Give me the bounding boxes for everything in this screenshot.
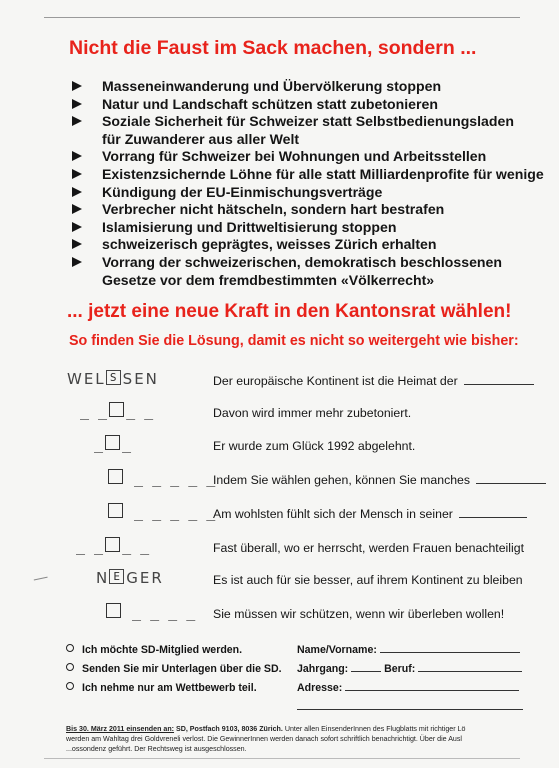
triangle-bullet-icon bbox=[72, 222, 82, 232]
puzzle-clue: Es ist auch für sie besser, auf ihrem Kontinent zu bleiben bbox=[213, 573, 523, 587]
triangle-bullet-icon bbox=[72, 257, 82, 267]
radio-circle-icon[interactable] bbox=[66, 644, 74, 652]
demands-list bbox=[72, 78, 559, 289]
option-member[interactable]: Ich möchte SD-Mitglied werden. bbox=[66, 641, 282, 660]
puzzle-clue: Indem Sie wählen gehen, können Sie manches bbox=[213, 473, 546, 487]
puzzle-row bbox=[0, 402, 559, 428]
list-item: Vorrang der schweizerischen, demokratisch beschlossenen bbox=[72, 254, 559, 272]
name-line[interactable] bbox=[380, 643, 520, 653]
answer-word[interactable]: _ _ _ _ bbox=[76, 537, 150, 555]
letter-checkbox[interactable] bbox=[105, 537, 120, 552]
letter-checkbox[interactable] bbox=[105, 435, 120, 450]
puzzle-clue: Er wurde zum Glück 1992 abgelehnt. bbox=[213, 439, 416, 453]
address-line[interactable] bbox=[345, 681, 519, 691]
puzzle-row bbox=[0, 370, 559, 396]
triangle-bullet-icon bbox=[72, 151, 82, 161]
list-item: Kündigung der EU-Einmischungsverträge bbox=[72, 184, 559, 202]
puzzle-clue: Der europäische Kontinent ist die Heimat der bbox=[213, 374, 534, 388]
puzzle-row bbox=[0, 435, 559, 461]
secondary-headline: ... jetzt eine neue Kraft in den Kantonsrat wählen! bbox=[67, 301, 512, 322]
puzzle-clue: Fast überall, wo er herrscht, werden Frauen benachteiligt bbox=[213, 541, 524, 555]
triangle-bullet-icon bbox=[72, 81, 82, 91]
contact-form bbox=[297, 641, 523, 717]
option-contest-only[interactable]: Ich nehme nur am Wettbewerb teil. bbox=[66, 679, 282, 698]
answer-word[interactable]: _ _ _ _ bbox=[80, 402, 154, 420]
list-item: Natur und Landschaft schützen statt zubetonieren bbox=[72, 96, 559, 114]
page-title: Nicht die Faust im Sack machen, sondern ... bbox=[69, 37, 477, 59]
puzzle-row bbox=[0, 537, 559, 563]
list-item-continuation: Gesetze vor dem fremdbestimmten «Völkerrecht» bbox=[102, 271, 435, 288]
list-item: schweizerisch geprägtes, weisses Zürich erhalten bbox=[72, 236, 559, 254]
address-field-2[interactable] bbox=[297, 698, 523, 717]
letter-checkbox[interactable] bbox=[108, 469, 123, 484]
option-documents[interactable]: Senden Sie mir Unterlagen über die SD. bbox=[66, 660, 282, 679]
answer-word[interactable]: _ _ _ _ bbox=[104, 603, 195, 627]
list-item: Verbrecher nicht hätscheln, sondern hart bestrafen bbox=[72, 201, 559, 219]
year-job-field[interactable]: Jahrgang: Beruf: bbox=[297, 660, 523, 679]
triangle-bullet-icon bbox=[72, 239, 82, 249]
list-item: Masseneinwanderung und Übervölkerung stoppen bbox=[72, 78, 559, 96]
answer-blank[interactable] bbox=[459, 507, 527, 518]
bottom-divider bbox=[44, 758, 520, 759]
address-line-2[interactable] bbox=[297, 700, 523, 710]
puzzle-subtitle: So finden Sie die Lösung, damit es nicht so weitergeht wie bisher: bbox=[69, 333, 519, 349]
triangle-bullet-icon bbox=[72, 204, 82, 214]
puzzle-clue: Am wohlsten fühlt sich der Mensch in seiner bbox=[213, 507, 527, 521]
address-field[interactable]: Adresse: bbox=[297, 679, 523, 698]
triangle-bullet-icon bbox=[72, 169, 82, 179]
name-field[interactable]: Name/Vorname: bbox=[297, 641, 523, 660]
answer-word[interactable]: WEL S SEN bbox=[67, 370, 159, 388]
list-item-continuation: für Zuwanderer aus aller Welt bbox=[102, 130, 300, 147]
puzzle-clue: Davon wird immer mehr zubetoniert. bbox=[213, 406, 412, 420]
puzzle-row bbox=[0, 469, 559, 495]
radio-circle-icon[interactable] bbox=[66, 682, 74, 690]
letter-checkbox[interactable] bbox=[106, 603, 121, 618]
list-item: Islamisierung und Drittweltisierung stoppen bbox=[72, 219, 559, 237]
footer-notice: Bis 30. März 2011 einsenden an: SD, Postfach 9103, 8036 Zürich. Unter allen EinsenderInnen des Flugblatts mit richtiger Lö werden am Wahltag drei Goldvreneli verlost. Die GewinnerInnen werden danach sofort schriftlich benachrichtigt. Über die Ausl ...ossondenz geführt. Der Rechtsweg ist ausgeschlossen. bbox=[66, 725, 466, 753]
job-line[interactable] bbox=[418, 662, 522, 672]
letter-checkbox[interactable]: E bbox=[109, 569, 124, 584]
top-divider bbox=[44, 17, 520, 18]
year-line[interactable] bbox=[351, 662, 381, 672]
letter-checkbox[interactable]: S bbox=[106, 370, 121, 385]
answer-word[interactable]: _ _ _ _ _ bbox=[106, 503, 215, 527]
answer-blank[interactable] bbox=[464, 374, 534, 385]
answer-blank[interactable] bbox=[476, 473, 546, 484]
options-list bbox=[66, 641, 282, 698]
triangle-bullet-icon bbox=[72, 116, 82, 126]
puzzle-row bbox=[0, 503, 559, 529]
puzzle-row bbox=[0, 603, 559, 629]
answer-word[interactable]: N E GER bbox=[96, 569, 164, 587]
letter-checkbox[interactable] bbox=[108, 503, 123, 518]
letter-checkbox[interactable] bbox=[109, 402, 124, 417]
puzzle-clue: Sie müssen wir schützen, wenn wir überleben wollen! bbox=[213, 607, 505, 621]
radio-circle-icon[interactable] bbox=[66, 663, 74, 671]
list-item: Soziale Sicherheit für Schweizer statt Selbstbedienungsladen bbox=[72, 113, 559, 131]
triangle-bullet-icon bbox=[72, 187, 82, 197]
triangle-bullet-icon bbox=[72, 99, 82, 109]
answer-word[interactable]: _ _ bbox=[94, 435, 132, 453]
answer-word[interactable]: _ _ _ _ _ bbox=[106, 469, 215, 493]
puzzle-row bbox=[0, 569, 559, 595]
list-item: Vorrang für Schweizer bei Wohnungen und Arbeitsstellen bbox=[72, 148, 559, 166]
list-item: Existenzsichernde Löhne für alle statt Milliardenprofite für wenige bbox=[72, 166, 559, 184]
